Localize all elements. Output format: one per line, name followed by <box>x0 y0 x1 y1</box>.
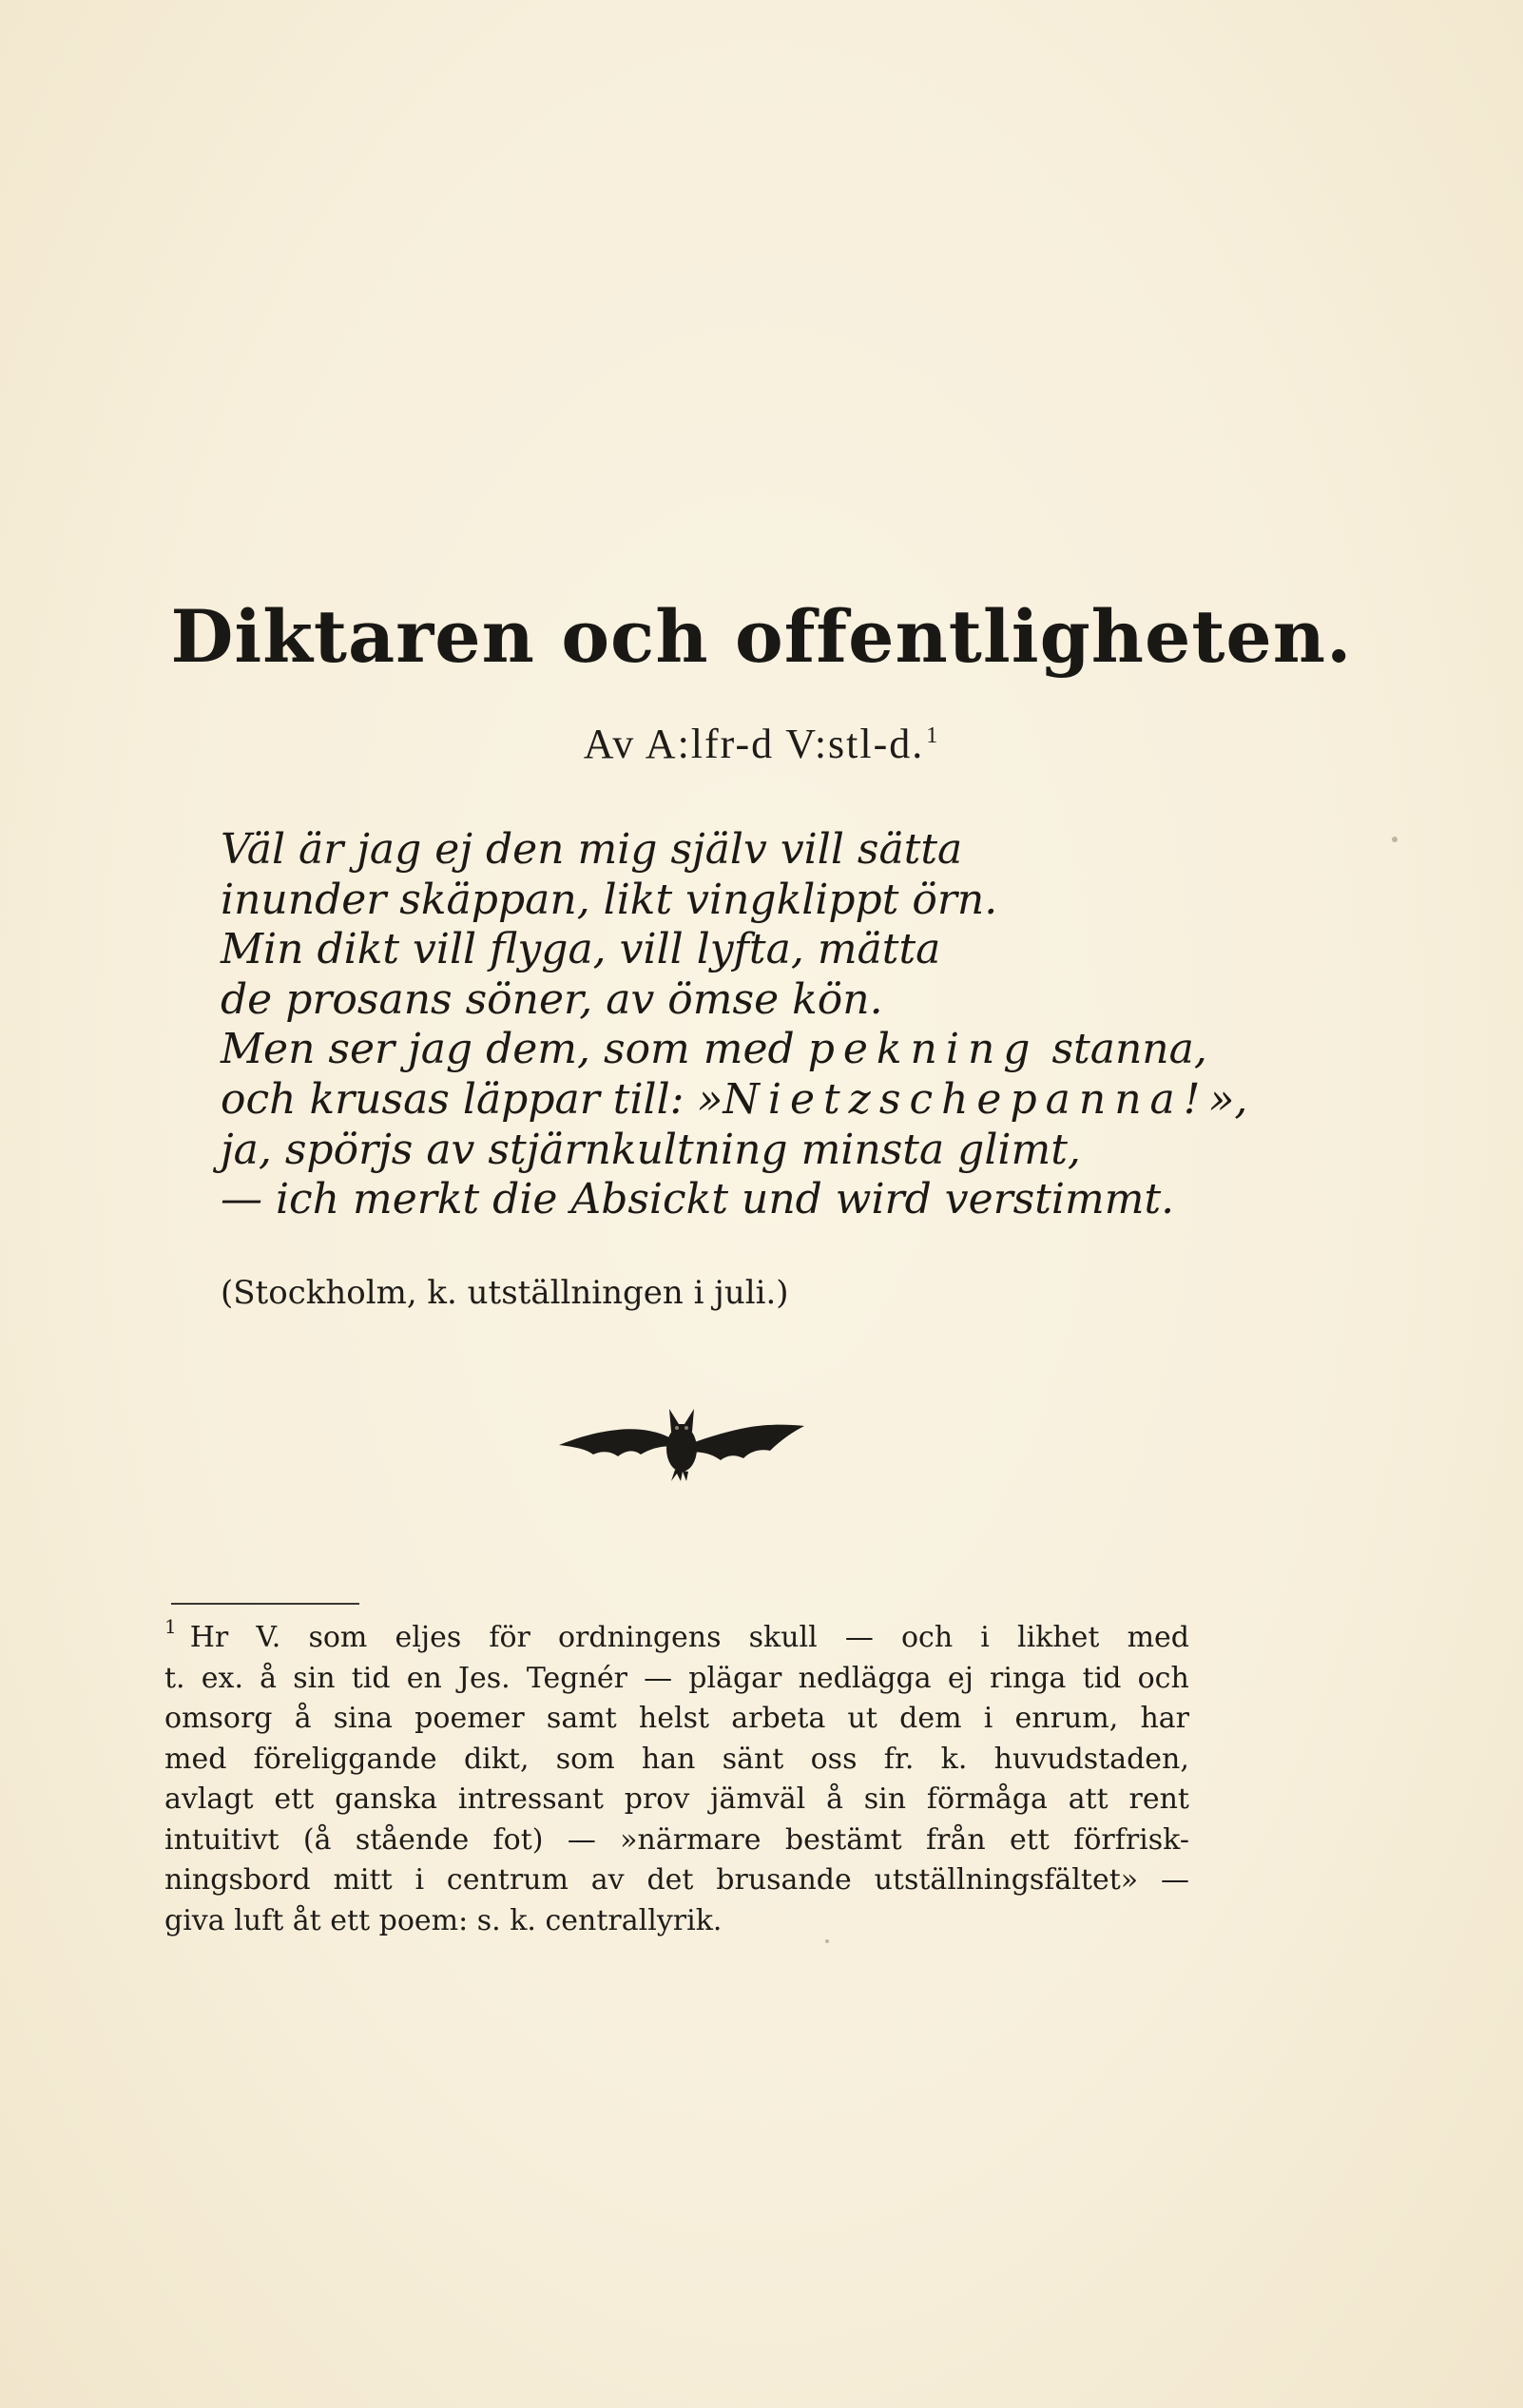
word: oss <box>810 1742 858 1776</box>
poem-line: inunder skäppan, likt vingklippt örn. <box>221 875 998 924</box>
word: som <box>308 1621 368 1654</box>
word: och <box>1137 1661 1189 1695</box>
word: ringa <box>990 1661 1067 1695</box>
word: och <box>900 1621 954 1654</box>
footnote-rule <box>171 1603 359 1605</box>
word: centrum <box>446 1863 569 1897</box>
byline <box>0 720 1523 768</box>
word: Jes. <box>457 1661 511 1695</box>
word: ej <box>947 1661 974 1695</box>
footnote-line <box>164 1780 1189 1820</box>
footnote-line <box>164 1740 1189 1781</box>
word: sina <box>333 1702 393 1735</box>
word: förfrisk- <box>1073 1822 1189 1857</box>
word: huvudstaden, <box>993 1742 1189 1776</box>
bat-icon <box>559 1405 804 1483</box>
word: fot) <box>492 1822 544 1857</box>
word: tid <box>351 1661 391 1695</box>
word: utställningsfältet» <box>874 1863 1139 1897</box>
footnote-line <box>164 1659 1189 1700</box>
footnote-line <box>164 1699 1189 1740</box>
word: det <box>646 1863 694 1897</box>
poem-line: ja, spörjs av stjärnkultning minsta glimt, <box>221 1125 1081 1174</box>
word: rent <box>1128 1782 1189 1816</box>
poem-line <box>221 1025 1266 1075</box>
poem-line <box>221 1075 1266 1126</box>
word: enrum, <box>1014 1702 1119 1735</box>
word: intressant <box>457 1782 604 1816</box>
word: med <box>164 1742 227 1776</box>
word: ett <box>1010 1822 1050 1857</box>
poem-line-start: Men ser jag dem, som med <box>221 1025 808 1074</box>
word: han <box>641 1742 696 1776</box>
word: i <box>983 1702 993 1735</box>
page-title: Diktaren och offentligheten. <box>170 594 1353 679</box>
word: — <box>1160 1863 1189 1897</box>
spaced-word: pekning <box>807 1025 1039 1074</box>
word: — <box>644 1661 673 1695</box>
byline-author: Av A:lfr-d V:stl-d. <box>583 721 925 767</box>
poem-line-start: och krusas läppar till: » <box>221 1074 723 1124</box>
word: poemer <box>414 1702 525 1735</box>
word: har <box>1140 1702 1189 1735</box>
paper-speck <box>1392 837 1398 842</box>
footnote-line: giva luft åt ett poem: s. k. centrallyrik. <box>164 1903 723 1937</box>
word: dem <box>899 1702 962 1735</box>
word: stående <box>355 1822 470 1857</box>
word: bestämt <box>784 1822 902 1857</box>
word: prov <box>624 1782 690 1816</box>
word: sänt <box>722 1742 784 1776</box>
word: ett <box>274 1782 315 1816</box>
word: från <box>926 1822 986 1857</box>
word: tid <box>1082 1661 1122 1695</box>
poem-line: — ich merkt die Absickt und wird verstimmt. <box>221 1175 1175 1224</box>
word: omsorg <box>164 1702 273 1735</box>
word: mitt <box>333 1863 393 1897</box>
word: skull <box>748 1621 818 1654</box>
word: i <box>414 1863 425 1897</box>
word: V. <box>256 1621 281 1654</box>
word: å <box>294 1702 312 1735</box>
word: avlagt <box>164 1782 254 1816</box>
poem-line: Min dikt vill flyga, vill lyfta, mätta <box>221 925 941 974</box>
word: likhet <box>1016 1621 1100 1654</box>
place-date-note: (Stockholm, k. utställningen i juli.) <box>221 1274 789 1312</box>
footnote-reference: 1 <box>926 723 940 749</box>
word: (å <box>302 1822 332 1857</box>
spaced-word: Nietzschepanna! <box>723 1074 1209 1124</box>
poem <box>221 825 1266 1225</box>
poem-line: Väl är jag ej den mig själv vill sätta <box>221 825 963 874</box>
word: å <box>826 1782 843 1816</box>
word: dikt, <box>463 1742 530 1776</box>
word: k. <box>940 1742 968 1776</box>
word: eljes <box>395 1621 462 1654</box>
word: »närmare <box>620 1822 762 1857</box>
word: samt <box>546 1702 617 1735</box>
poem-line: de prosans söner, av ömse kön. <box>221 974 883 1024</box>
footnote-line <box>164 1860 1189 1901</box>
word: Hr <box>189 1621 229 1654</box>
word: — <box>844 1621 874 1654</box>
word: ex. <box>201 1661 243 1695</box>
word: förmåga <box>926 1782 1048 1816</box>
word: som <box>555 1742 615 1776</box>
word: ningsbord <box>164 1863 311 1897</box>
footnote-line <box>164 1820 1189 1861</box>
word: ganska <box>335 1782 437 1816</box>
word: en <box>406 1661 442 1695</box>
word: att <box>1068 1782 1109 1816</box>
word: föreliggande <box>253 1742 437 1776</box>
word: — <box>567 1822 596 1857</box>
word: t. <box>164 1661 185 1695</box>
word: ut <box>847 1702 877 1735</box>
footnote <box>164 1615 1189 1941</box>
word: med <box>1127 1621 1189 1654</box>
word: sin <box>863 1782 907 1816</box>
word: av <box>590 1863 625 1897</box>
word: fr. <box>883 1742 915 1776</box>
word: brusande <box>716 1863 852 1897</box>
word: Tegnér <box>526 1661 627 1695</box>
word: för <box>489 1621 530 1654</box>
word: nedlägga <box>798 1661 932 1695</box>
word: plägar <box>688 1661 782 1695</box>
word: å <box>260 1661 278 1695</box>
word: jämväl <box>710 1782 806 1816</box>
word: intuitivt <box>164 1822 280 1857</box>
word: i <box>980 1621 990 1654</box>
poem-line-end: stanna, <box>1038 1025 1207 1074</box>
footnote-line <box>164 1615 1189 1659</box>
poem-line-end: », <box>1208 1074 1248 1124</box>
word: sin <box>293 1661 336 1695</box>
footnote-line-words <box>190 1618 1189 1659</box>
word: arbeta <box>731 1702 826 1735</box>
footnote-marker: 1 <box>164 1615 177 1638</box>
word: ordningens <box>558 1621 722 1654</box>
word: helst <box>638 1702 710 1735</box>
